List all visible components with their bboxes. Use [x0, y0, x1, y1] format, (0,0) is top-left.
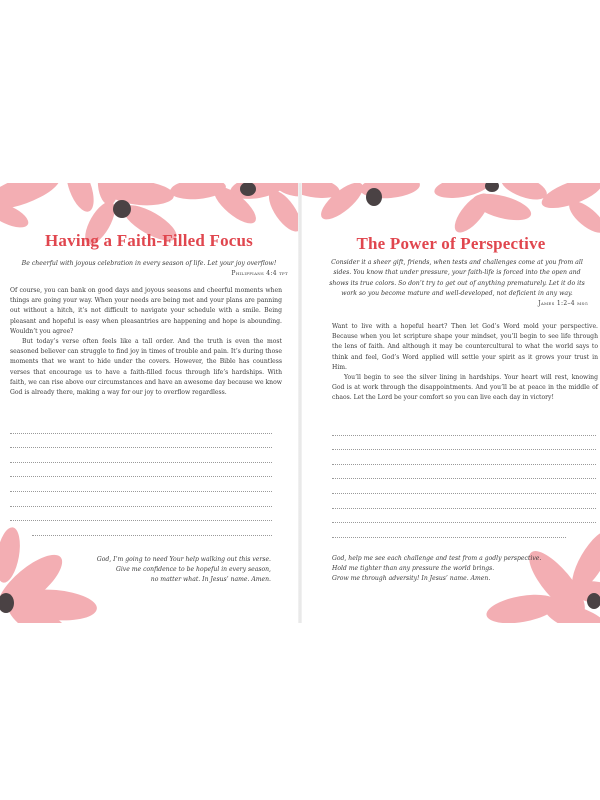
right-verse-reference: James 1:2–4 msg	[538, 300, 588, 308]
left-prayer-line-1: God, I’m going to need Your help walking out this verse.	[96, 556, 271, 563]
left-paragraph-1: Of course, you can bank on good days and joyous seasons and cheerful moments when things are going your way. When your needs are being met and your plans are panning out without a hitch, it’s not difficult to navigate your schedule with a smile. Being pleasant and hopeful is easy when pleasantries are happening and hope is abounding. Wouldn’t you agree?	[10, 287, 282, 335]
left-verse-text: Be cheerful with joyous celebration in every season of life. Let your joy overflow!	[21, 260, 277, 267]
journal-line[interactable]	[332, 523, 566, 538]
journal-line[interactable]	[332, 509, 596, 524]
left-prayer-line-3: no matter what. In Jesus’ name. Amen.	[150, 576, 271, 583]
left-body-text	[10, 286, 282, 398]
journal-line[interactable]	[10, 463, 272, 478]
journal-line[interactable]	[332, 494, 596, 509]
right-prayer-line-2: Hold me tighter than any pressure the world brings.	[332, 565, 495, 572]
right-page-title: The Power of Perspective	[356, 234, 546, 253]
right-verse-text: Consider it a sheer gift, friends, when tests and challenges come at you from all sides. You know that under pressure, your faith-life is forced into the open and shows its true colors. So don’t try to get out of anything prematurely. Let it do its work so you become mature and well-developed, not deficient in any way.	[329, 259, 585, 297]
journal-line[interactable]	[332, 436, 596, 451]
left-journal-lines[interactable]	[10, 419, 272, 536]
right-prayer-line-3: Grow me through adversity! In Jesus’ name. Amen.	[332, 575, 491, 582]
journal-line[interactable]	[332, 465, 596, 480]
left-page-title: Having a Faith-Filled Focus	[45, 231, 253, 250]
left-prayer-line-2: Give me confidence to be hopeful in every season,	[115, 566, 271, 573]
journal-line[interactable]	[10, 434, 272, 449]
left-prayer	[86, 555, 271, 585]
book-spread	[0, 183, 600, 623]
journal-line[interactable]	[332, 479, 596, 494]
right-paragraph-1: Want to live with a hopeful heart? Then let God’s Word mold your perspective. Because when you let scripture shape your mindset, you’ll begin to see life through the lens of faith. And although it may be countercultural to what the world says to think and feel, God’s Word applied will settle your spirit as it grows your trust in Him.	[332, 323, 598, 371]
right-paragraph-2: You’ll begin to see the silver lining in hardships. Your heart will rest, knowing God is at work through the disappointments. And you’ll be at peace in the middle of chaos. Let the Lord be your comfort so you can live each day in victory!	[332, 374, 598, 402]
journal-line[interactable]	[10, 419, 272, 434]
journal-line[interactable]	[332, 421, 596, 436]
right-prayer	[332, 554, 562, 584]
left-page	[0, 183, 298, 623]
journal-line[interactable]	[10, 492, 272, 507]
right-body-text	[332, 322, 598, 404]
journal-line[interactable]	[10, 507, 272, 522]
right-journal-lines[interactable]	[332, 421, 596, 538]
left-verse-reference: Philippians 4:4 tpt	[231, 270, 288, 277]
right-verse	[326, 258, 588, 309]
right-page	[302, 183, 600, 623]
left-verse	[10, 259, 288, 279]
journal-line[interactable]	[32, 521, 272, 536]
right-prayer-line-1: God, help me see each challenge and test from a godly perspective.	[332, 555, 542, 562]
journal-line[interactable]	[332, 450, 596, 465]
journal-line[interactable]	[10, 477, 272, 492]
left-paragraph-2: But today’s verse often feels like a tall order. And the truth is even the most seasoned believer can struggle to find joy in times of trouble and pain. It’s during those moments that we want to hide under the covers. However, the Bible has countless verses that encourage us to have a faith-filled focus through life’s hardships. With faith, we can rise above our circumstances and have an awesome day because we know God is already there, making a way for our joy to overflow regardless.	[10, 338, 282, 397]
journal-line[interactable]	[10, 448, 272, 463]
